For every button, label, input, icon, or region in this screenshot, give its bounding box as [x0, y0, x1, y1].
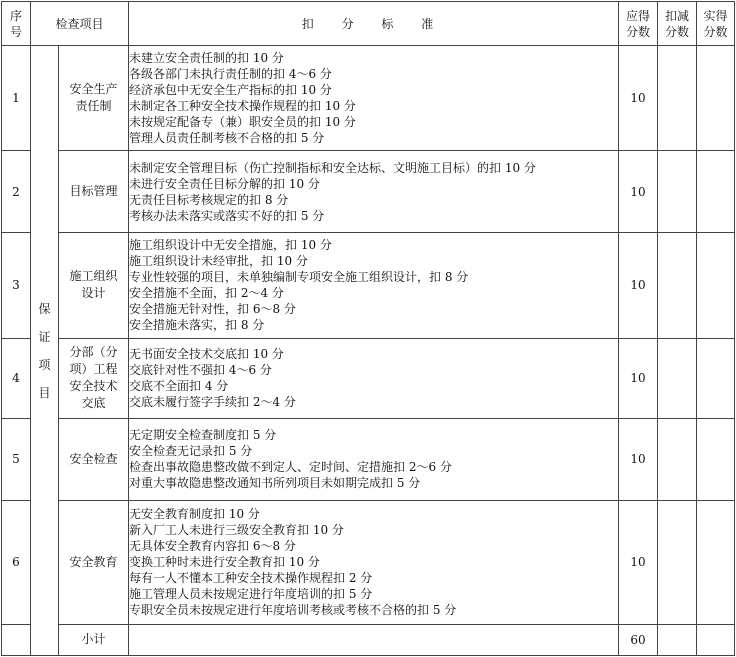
criteria-line: 未进行安全责任目标分解的扣 10 分 [129, 176, 320, 191]
row-item [59, 233, 129, 338]
category-cell [31, 46, 59, 656]
criteria-line: 无定期安全检查制度扣 5 分 [129, 428, 277, 443]
row-due-score: 10 [619, 46, 658, 151]
table-row [2, 338, 735, 418]
row-criteria [129, 46, 619, 151]
criteria-line: 施工组织设计中无安全措施，扣 10 分 [129, 238, 332, 253]
table-row [2, 233, 735, 338]
criteria-line: 施工管理人员未按规定进行年度培训的扣 5 分 [129, 587, 373, 602]
row-actual-score [697, 233, 735, 338]
criteria-line: 交底未履行签字手续扣 2～4 分 [129, 395, 296, 410]
header-due-line-1: 应得 [626, 8, 651, 23]
subtotal-row [2, 624, 735, 655]
row-item-line: 施工组织 [69, 269, 118, 284]
row-actual-score [697, 151, 735, 233]
criteria-line: 安全措施不全面，扣 2～4 分 [129, 286, 284, 301]
header-actual [697, 2, 735, 46]
criteria-line: 未制定安全管理目标（伤亡控制指标和安全达标、文明施工目标）的扣 10 分 [129, 160, 536, 175]
row-criteria [129, 233, 619, 338]
row-actual-score [697, 500, 735, 624]
criteria-line: 检查出事故隐患整改做不到定人、定时间、定措施扣 2～6 分 [129, 460, 452, 475]
criteria-line: 管理人员责任制考核不合格的扣 5 分 [129, 131, 325, 146]
row-actual-score [697, 46, 735, 151]
row-deduct-score [658, 500, 697, 624]
criteria-line: 经济承包中无安全生产指标的扣 10 分 [129, 83, 332, 98]
header-seq-line-1: 序 [9, 8, 22, 23]
table-row [2, 500, 735, 624]
row-seq: 6 [2, 500, 31, 624]
safety-inspection-table [1, 1, 735, 656]
subtotal-due-score: 60 [619, 624, 658, 655]
header-due-line-2: 分数 [626, 24, 651, 39]
row-item-line: 目标管理 [69, 184, 118, 199]
criteria-line: 各级各部门未执行责任制的扣 4～6 分 [129, 67, 332, 82]
criteria-line: 无书面安全技术交底扣 10 分 [129, 347, 284, 362]
subtotal-seq [2, 624, 31, 655]
subtotal-criteria [129, 624, 619, 655]
row-deduct-score [658, 46, 697, 151]
row-due-score: 10 [619, 338, 658, 418]
row-due-score: 10 [619, 151, 658, 233]
subtotal-deduct-score [658, 624, 697, 655]
criteria-line: 未按规定配备专（兼）职安全员的扣 10 分 [129, 115, 356, 130]
header-due [619, 2, 658, 46]
row-seq: 4 [2, 338, 31, 418]
row-item-line: 交底 [81, 396, 106, 411]
row-seq: 5 [2, 418, 31, 500]
header-row [2, 2, 735, 46]
criteria-line: 无责任目标考核规定的扣 8 分 [129, 192, 289, 207]
category-char: 项 [38, 357, 51, 372]
header-deduct-line-1: 扣减 [665, 8, 690, 23]
row-item-line: 安全技术 [69, 379, 118, 394]
row-item-line: 项）工程 [69, 362, 118, 377]
row-item [59, 151, 129, 233]
subtotal-actual-score [697, 624, 735, 655]
row-seq: 1 [2, 46, 31, 151]
row-item [59, 500, 129, 624]
row-criteria [129, 151, 619, 233]
criteria-line: 变换工种时未进行安全教育扣 10 分 [129, 555, 320, 570]
row-seq: 3 [2, 233, 31, 338]
criteria-line: 交底针对性不强扣 4～6 分 [129, 363, 272, 378]
row-actual-score [697, 338, 735, 418]
criteria-line: 专职安全员未按规定进行年度培训考核或考核不合格的扣 5 分 [129, 603, 457, 618]
row-due-score: 10 [619, 500, 658, 624]
row-item [59, 418, 129, 500]
criteria-line: 未制定各工种安全技术操作规程的扣 10 分 [129, 99, 356, 114]
row-item-line: 设计 [81, 286, 106, 301]
row-deduct-score [658, 151, 697, 233]
row-item [59, 46, 129, 151]
row-due-score: 10 [619, 233, 658, 338]
criteria-line: 无安全教育制度扣 10 分 [129, 507, 260, 522]
criteria-line: 考核办法未落实或落实不好的扣 5 分 [129, 208, 325, 223]
header-item: 检查项目 [31, 2, 129, 46]
header-actual-line-2: 分数 [703, 24, 728, 39]
row-criteria [129, 500, 619, 624]
row-deduct-score [658, 418, 697, 500]
row-criteria [129, 418, 619, 500]
row-deduct-score [658, 233, 697, 338]
criteria-line: 安全检查无记录扣 5 分 [129, 444, 253, 459]
criteria-line: 专业性较强的项目，未单独编制专项安全施工组织设计，扣 8 分 [129, 270, 469, 285]
row-item-line: 安全检查 [69, 451, 118, 466]
row-item-line: 责任制 [75, 99, 112, 114]
criteria-line: 安全措施未落实，扣 8 分 [129, 318, 265, 333]
row-deduct-score [658, 338, 697, 418]
category-char: 目 [38, 385, 51, 400]
category-char: 证 [38, 329, 51, 344]
table-row [2, 46, 735, 151]
header-deduct [658, 2, 697, 46]
criteria-line: 交底不全面扣 4 分 [129, 379, 229, 394]
header-seq [2, 2, 31, 46]
table-row [2, 151, 735, 233]
subtotal-label: 小计 [59, 624, 129, 655]
criteria-line: 安全措施无针对性，扣 6～8 分 [129, 302, 296, 317]
row-item-line: 安全生产 [69, 82, 118, 97]
row-item [59, 338, 129, 418]
row-item-line: 安全教育 [69, 554, 118, 569]
criteria-line: 施工组织设计未经审批，扣 10 分 [129, 254, 308, 269]
criteria-line: 新入厂工人未进行三级安全教育扣 10 分 [129, 523, 344, 538]
criteria-line: 每有一人不懂本工种安全技术操作规程扣 2 分 [129, 571, 373, 586]
table-row [2, 418, 735, 500]
row-due-score: 10 [619, 418, 658, 500]
header-standard: 扣 分 标 准 [129, 2, 619, 46]
row-criteria [129, 338, 619, 418]
category-char: 保 [38, 301, 51, 316]
header-actual-line-1: 实得 [703, 8, 728, 23]
criteria-line: 未建立安全责任制的扣 10 分 [129, 51, 284, 66]
criteria-line: 对重大事故隐患整改通知书所列项目未如期完成扣 5 分 [129, 476, 421, 491]
row-actual-score [697, 418, 735, 500]
header-deduct-line-2: 分数 [665, 24, 690, 39]
criteria-line: 无具体安全教育内容扣 6～8 分 [129, 539, 296, 554]
row-seq: 2 [2, 151, 31, 233]
row-item-line: 分部（分 [69, 345, 118, 360]
header-seq-line-2: 号 [9, 24, 22, 39]
